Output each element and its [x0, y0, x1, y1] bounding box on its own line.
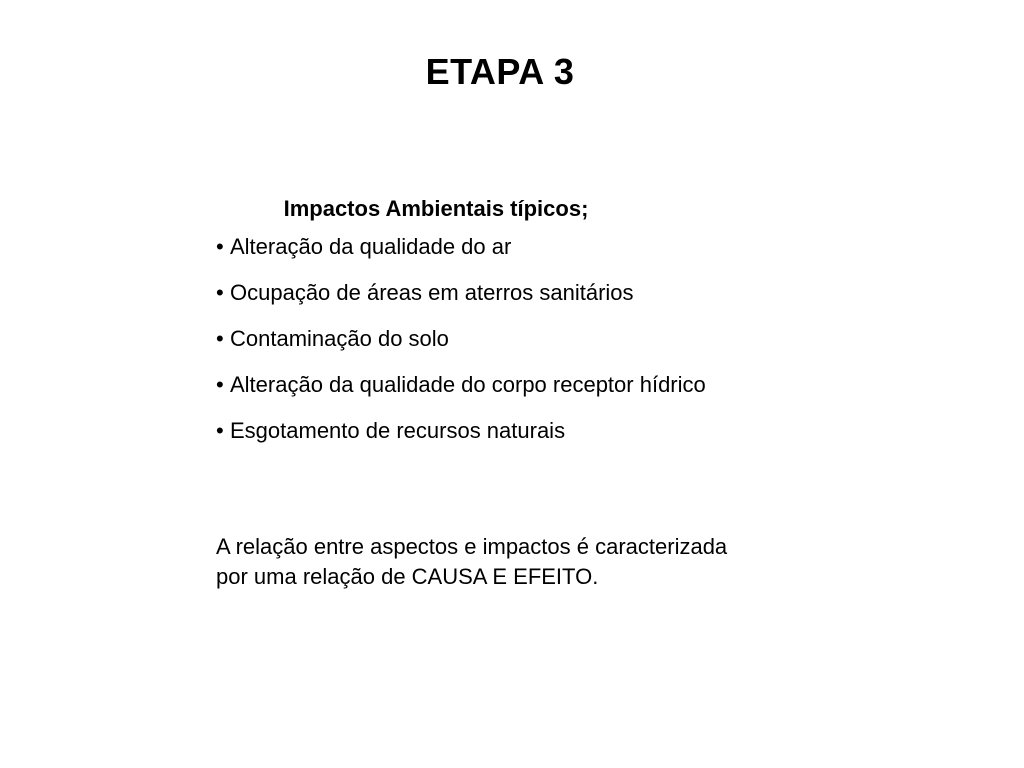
slide-title: ETAPA 3: [425, 51, 575, 92]
impacts-heading: Impactos Ambientais típicos;: [283, 196, 589, 221]
conclusion-line: por uma relação de CAUSA E EFEITO.: [216, 564, 599, 589]
impacts-list: [216, 231, 856, 447]
list-item: [216, 415, 856, 447]
bullet-icon: •: [216, 418, 224, 443]
list-item: [216, 277, 856, 309]
conclusion-line: A relação entre aspectos e impactos é caracterizada: [216, 534, 728, 559]
conclusion-paragraph: [216, 532, 836, 592]
bullet-icon: •: [216, 234, 224, 259]
list-item-text: Alteração da qualidade do ar: [230, 234, 512, 259]
impacts-section: [216, 193, 856, 461]
list-item-text: Contaminação do solo: [230, 326, 449, 351]
bullet-icon: •: [216, 326, 224, 351]
list-item-text: Esgotamento de recursos naturais: [230, 418, 566, 443]
list-item: [216, 369, 856, 401]
bullet-icon: •: [216, 372, 224, 397]
list-item: [216, 231, 856, 263]
list-item-text: Ocupação de áreas em aterros sanitários: [230, 280, 634, 305]
bullet-icon: •: [216, 280, 224, 305]
list-item-text: Alteração da qualidade do corpo receptor hídrico: [230, 372, 706, 397]
list-item: [216, 323, 856, 355]
